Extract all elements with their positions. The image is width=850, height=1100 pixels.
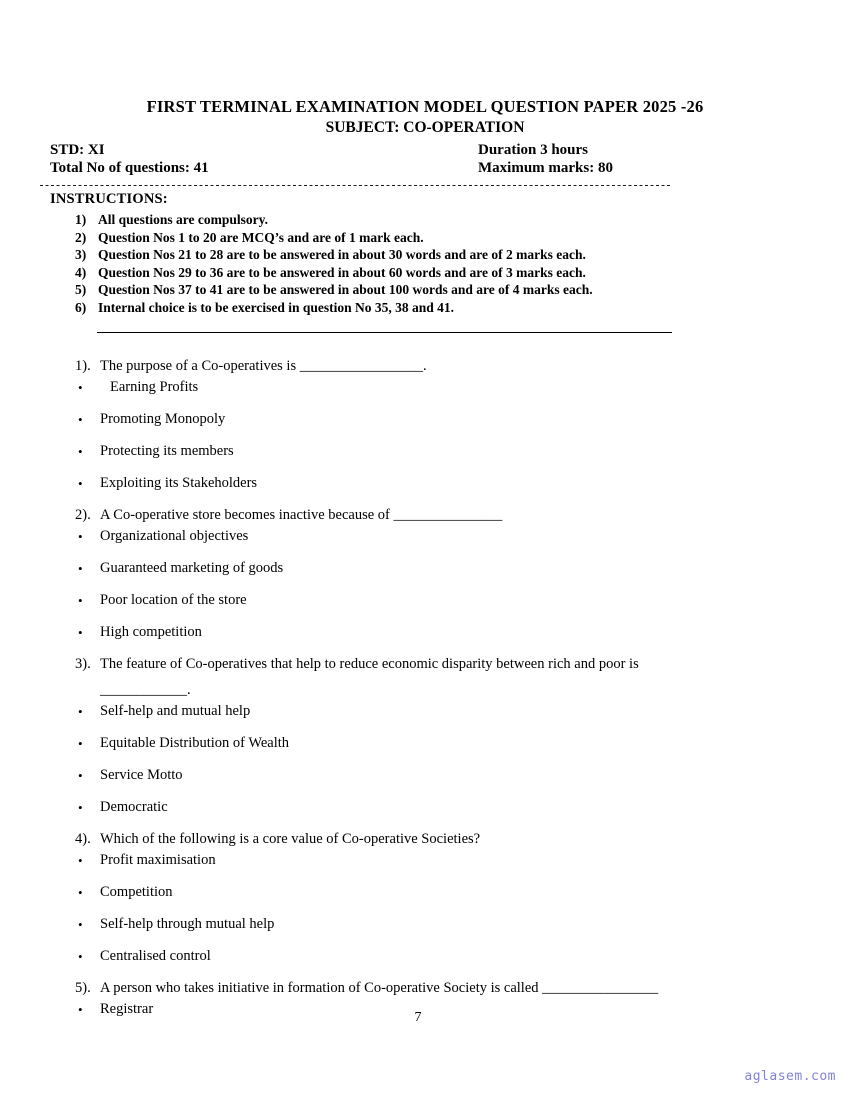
option-item: [78, 442, 800, 461]
page-number: 7: [414, 1010, 422, 1025]
bullet-icon: •: [78, 476, 83, 491]
option-item: [78, 559, 800, 578]
question-line: [75, 830, 800, 849]
meta-row-2: [50, 159, 800, 177]
option-item: [78, 527, 800, 546]
question-text: Which of the following is a core value of Co-operative Societies?: [100, 831, 481, 847]
bullet-icon: •: [78, 853, 83, 868]
exam-title: FIRST TERMINAL EXAMINATION MODEL QUESTION PAPER 2025 -26: [146, 97, 704, 116]
option-item: [78, 766, 800, 785]
bullet-icon: •: [78, 1002, 83, 1017]
option-item: [78, 378, 800, 397]
instruction-number: 5): [75, 282, 87, 297]
option-label: Exploiting its Stakeholders: [100, 475, 258, 491]
bullet-icon: •: [78, 768, 83, 783]
question-text-line1: The feature of Co-operatives that help to reduce economic disparity between rich and poor is: [100, 656, 639, 672]
option-item: [78, 474, 800, 493]
bullet-icon: •: [78, 704, 83, 719]
instruction-text: Question Nos 37 to 41 are to be answered in about 100 words and are of 4 marks each.: [98, 282, 593, 297]
question-line: [75, 979, 800, 998]
option-label: Registrar: [100, 1001, 154, 1017]
option-label: Self-help and mutual help: [100, 703, 251, 719]
option-label: Organizational objectives: [100, 528, 249, 544]
bullet-icon: •: [78, 949, 83, 964]
option-label: Self-help through mutual help: [100, 916, 275, 932]
option-item: [78, 702, 800, 721]
option-item: [78, 915, 800, 934]
bullet-icon: •: [78, 380, 83, 395]
instruction-text: Question Nos 21 to 28 are to be answered in about 30 words and are of 2 marks each.: [98, 247, 586, 262]
watermark-link[interactable]: aglasem.com: [744, 1069, 836, 1084]
question-block-3: [75, 655, 800, 817]
instruction-text: Question Nos 29 to 36 are to be answered in about 60 words and are of 3 marks each.: [98, 264, 586, 280]
bullet-icon: •: [78, 800, 83, 815]
instruction-item: [75, 211, 800, 229]
question-number: 5).: [75, 980, 91, 996]
instructions-heading: INSTRUCTIONS:: [50, 191, 168, 207]
option-item: [78, 591, 800, 610]
question-text: A person who takes initiative in formation of Co-operative Society is called ________________: [100, 980, 659, 996]
instruction-text: Question Nos 1 to 20 are MCQ’s and are of 1 mark each.: [98, 229, 424, 245]
instruction-number: 3): [75, 247, 87, 262]
section-divider: [97, 332, 672, 333]
question-text-line2: ____________.: [100, 682, 191, 698]
question-line: [75, 506, 800, 525]
instruction-item: [75, 281, 800, 299]
option-item: [78, 734, 800, 753]
instruction-number: 1): [75, 212, 87, 227]
instruction-item: [75, 229, 800, 247]
option-item: [78, 410, 800, 429]
question-text: The purpose of a Co-operatives is _________________.: [100, 358, 427, 374]
option-label: Poor location of the store: [100, 592, 247, 608]
instruction-item: [75, 299, 800, 317]
question-text: A Co-operative store becomes inactive because of _______________: [100, 507, 503, 523]
bullet-icon: •: [78, 593, 83, 608]
question-number: 2).: [75, 507, 91, 523]
option-item: [78, 947, 800, 966]
instruction-number: 6): [75, 299, 87, 315]
option-item: [78, 798, 800, 817]
dashed-divider: [40, 184, 670, 186]
instruction-item: [75, 264, 800, 282]
question-line: [75, 655, 800, 700]
bullet-icon: •: [78, 917, 83, 932]
instruction-text: All questions are compulsory.: [98, 212, 269, 227]
instruction-list: [50, 211, 800, 316]
bullet-icon: •: [78, 412, 83, 427]
option-label: Protecting its members: [100, 443, 234, 459]
question-block-4: [75, 830, 800, 966]
question-block-2: [75, 506, 800, 642]
option-item: [78, 883, 800, 902]
meta-row-1: [50, 141, 800, 159]
question-number: 3).: [75, 656, 91, 672]
option-label: Service Motto: [100, 767, 183, 783]
question-number: 4).: [75, 831, 91, 847]
questions-section: [50, 357, 800, 1019]
option-label: Guaranteed marketing of goods: [100, 560, 284, 576]
bullet-icon: •: [78, 625, 83, 640]
question-line: [75, 357, 800, 376]
max-marks-label: Maximum marks: 80: [478, 160, 613, 176]
instruction-number: 2): [75, 229, 87, 245]
option-label: Earning Profits: [110, 379, 199, 395]
option-item: [78, 623, 800, 642]
duration-label: Duration 3 hours: [478, 142, 589, 158]
option-item: [78, 851, 800, 870]
std-label: STD: XI: [50, 142, 105, 158]
bullet-icon: •: [78, 444, 83, 459]
bullet-icon: •: [78, 529, 83, 544]
instruction-item: [75, 246, 800, 264]
option-label: Democratic: [100, 799, 168, 815]
total-questions-label: Total No of questions: 41: [50, 160, 209, 176]
bullet-icon: •: [78, 736, 83, 751]
question-block-1: [75, 357, 800, 493]
option-label: Equitable Distribution of Wealth: [100, 735, 290, 751]
instruction-number: 4): [75, 264, 87, 280]
bullet-icon: •: [78, 885, 83, 900]
question-number: 1).: [75, 358, 91, 374]
instruction-text: Internal choice is to be exercised in question No 35, 38 and 41.: [98, 299, 455, 315]
option-label: Centralised control: [100, 948, 211, 964]
exam-subject: SUBJECT: CO-OPERATION: [325, 119, 525, 136]
bullet-icon: •: [78, 561, 83, 576]
option-label: Profit maximisation: [100, 852, 216, 868]
option-label: Promoting Monopoly: [100, 411, 226, 427]
option-label: Competition: [100, 884, 173, 900]
option-label: High competition: [100, 624, 202, 640]
question-text: [100, 655, 800, 700]
